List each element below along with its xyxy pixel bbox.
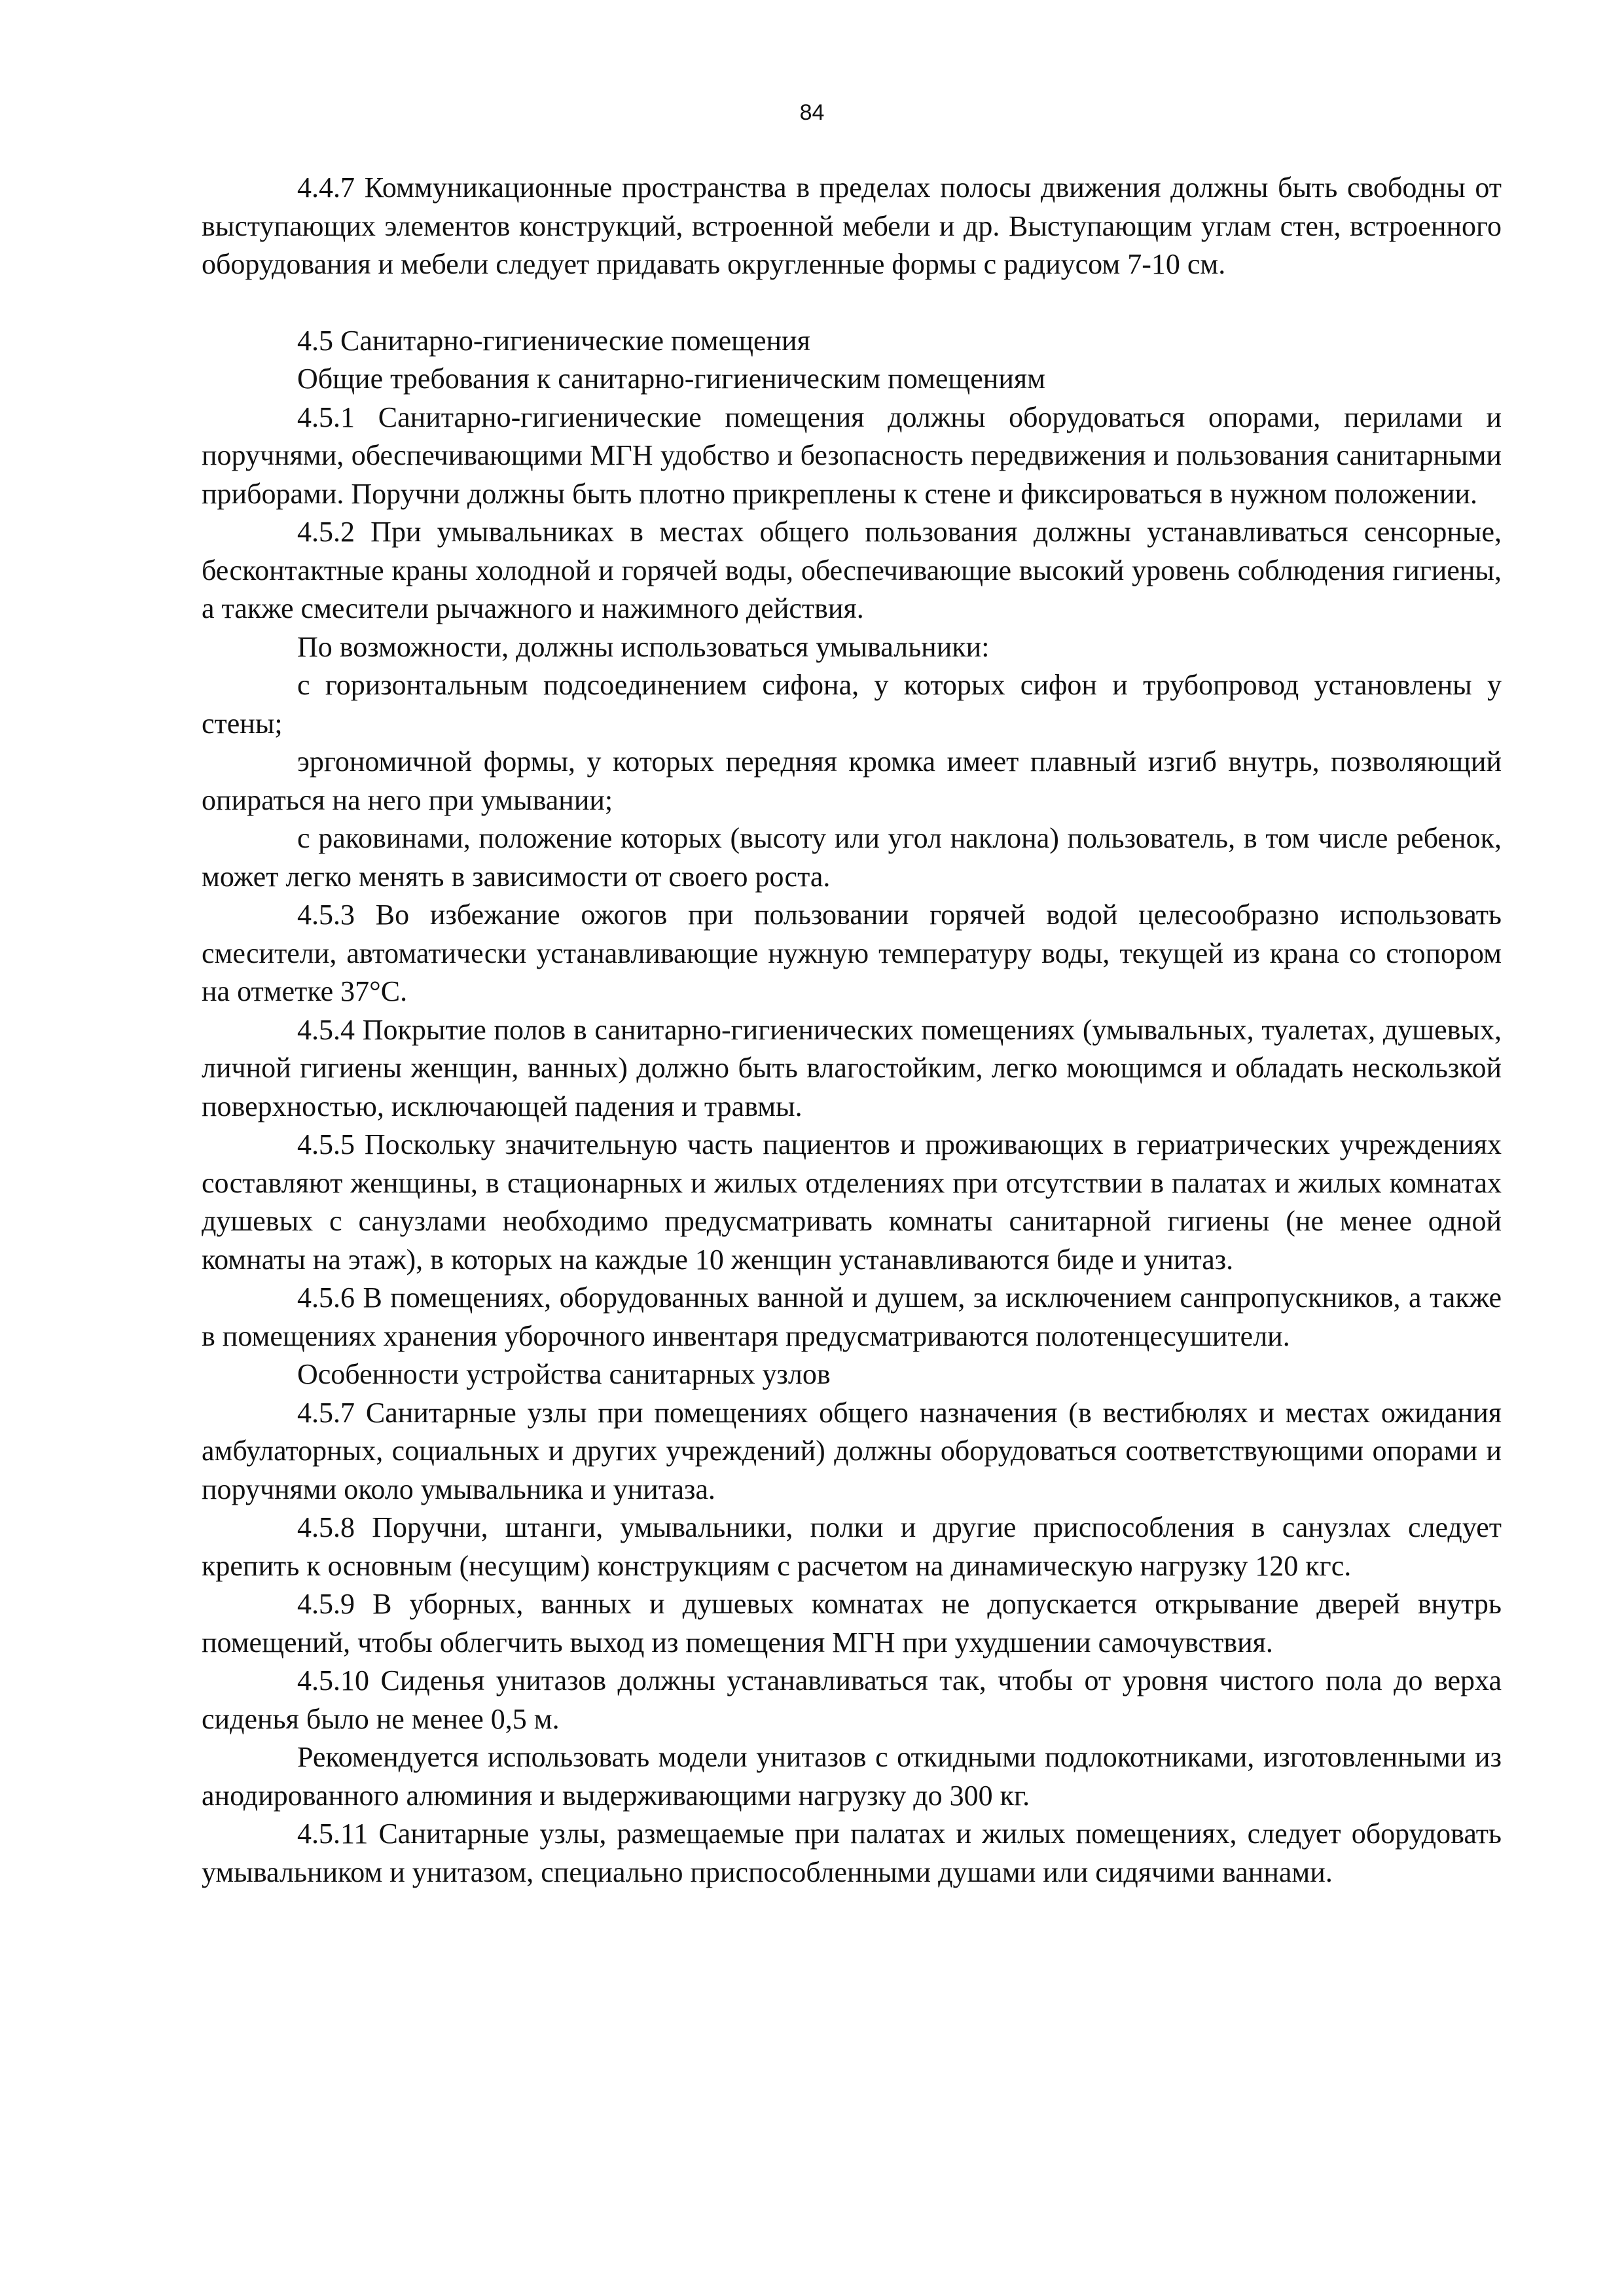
page-content [202,169,1502,1892]
paragraph-4-5-7: 4.5.7 Санитарные узлы при помещениях общего назначения (в вестибюлях и местах ожидания амбулаторных, социальных и других учреждений) должны оборудоваться соответствующими опорами и поручнями около умывальника и унитаза. [202,1396,1502,1505]
section-heading-4-5: 4.5 Санитарно-гигиенические помещения [297,324,810,357]
paragraph-4-4-7: 4.4.7 Коммуникационные пространства в пределах полосы движения должны быть свободны от выступающих элементов конструкций, встроенной мебели и др. Выступающим углам стен, встроенного оборудования и мебели следует придавать округленные формы с радиусом 7-10 см. [202,171,1502,280]
paragraph-washbasins-intro: По возможности, должны использоваться умывальники: [297,630,990,663]
paragraph-toilet-recommendation: Рекомендуется использовать модели унитазов с откидными подлокотниками, изготовленными из анодированного алюминия и выдерживающими нагрузку до 300 кг. [202,1741,1502,1812]
list-item-ergonomic: эргономичной формы, у которых передняя кромка имеет плавный изгиб внутрь, позволяющий опираться на него при умывании; [202,745,1502,816]
paragraph-4-5-6: 4.5.6 В помещениях, оборудованных ванной и душем, за исключением санпропускников, а также в помещениях хранения уборочного инвентаря предусматриваются полотенцесушители. [202,1282,1502,1352]
paragraph-4-5-10: 4.5.10 Сиденья унитазов должны устанавливаться так, чтобы от уровня чистого пола до верха сиденья было не менее 0,5 м. [202,1664,1502,1735]
section-gap [202,284,1502,322]
list-item-siphon: с горизонтальным подсоединением сифона, у которых сифон и трубопровод установлены у стены; [202,669,1502,740]
page-number: 84 [799,100,825,125]
paragraph-4-5-1: 4.5.1 Санитарно-гигиенические помещения должны оборудоваться опорами, перилами и поручнями, обеспечивающими МГН удобство и безопасность передвижения и пользования санитарными приборами. Поручни должны быть плотно прикреплены к стене и фиксироваться в нужном положении. [202,401,1502,510]
paragraph-4-5-9: 4.5.9 В уборных, ванных и душевых комнатах не допускается открывание дверей внутрь помещений, чтобы облегчить выход из помещения МГН при ухудшении самочувствия. [202,1588,1502,1659]
list-item-adjustable-sink: с раковинами, положение которых (высоту или угол наклона) пользователь, в том числе ребенок, может легко менять в зависимости от своего роста. [202,822,1502,893]
paragraph-4-5-11: 4.5.11 Санитарные узлы, размещаемые при палатах и жилых помещениях, следует оборудовать умывальником и унитазом, специально приспособленными душами или сидячими ваннами. [202,1818,1502,1888]
paragraph-4-5-2: 4.5.2 При умывальниках в местах общего пользования должны устанавливаться сенсорные, бесконтактные краны холодной и горячей воды, обеспечивающие высокий уровень соблюдения гигиены, а также смесители рычажного и нажимного действия. [202,516,1502,624]
subsection-heading-sanitary-units: Особенности устройства санитарных узлов [297,1358,831,1390]
subsection-heading-general-requirements: Общие требования к санитарно-гигиеническим помещениям [297,363,1045,395]
paragraph-4-5-3: 4.5.3 Во избежание ожогов при пользовании горячей водой целесообразно использовать смесители, автоматически устанавливающие нужную температуру воды, текущей из крана со стопором на отметке 37°C. [202,899,1502,1007]
paragraph-4-5-8: 4.5.8 Поручни, штанги, умывальники, полки и другие приспособления в санузлах следует крепить к основным (несущим) конструкциям с расчетом на динамическую нагрузку 120 кгс. [202,1511,1502,1582]
paragraph-4-5-4: 4.5.4 Покрытие полов в санитарно-гигиенических помещениях (умывальных, туалетах, душевых, личной гигиены женщин, ванных) должно быть влагостойким, легко моющимся и обладать нескользкой поверхностью, исключающей падения и травмы. [202,1013,1502,1122]
paragraph-4-5-5: 4.5.5 Поскольку значительную часть пациентов и проживающих в гериатрических учреждениях составляют женщины, в стационарных и жилых отделениях при отсутствии в палатах и жилых комнатах душевых с санузлами необходимо предусматривать комнаты санитарной гигиены (не менее одной комнаты на этаж), в которых на каждые 10 женщин устанавливаются биде и унитаз. [202,1128,1502,1276]
